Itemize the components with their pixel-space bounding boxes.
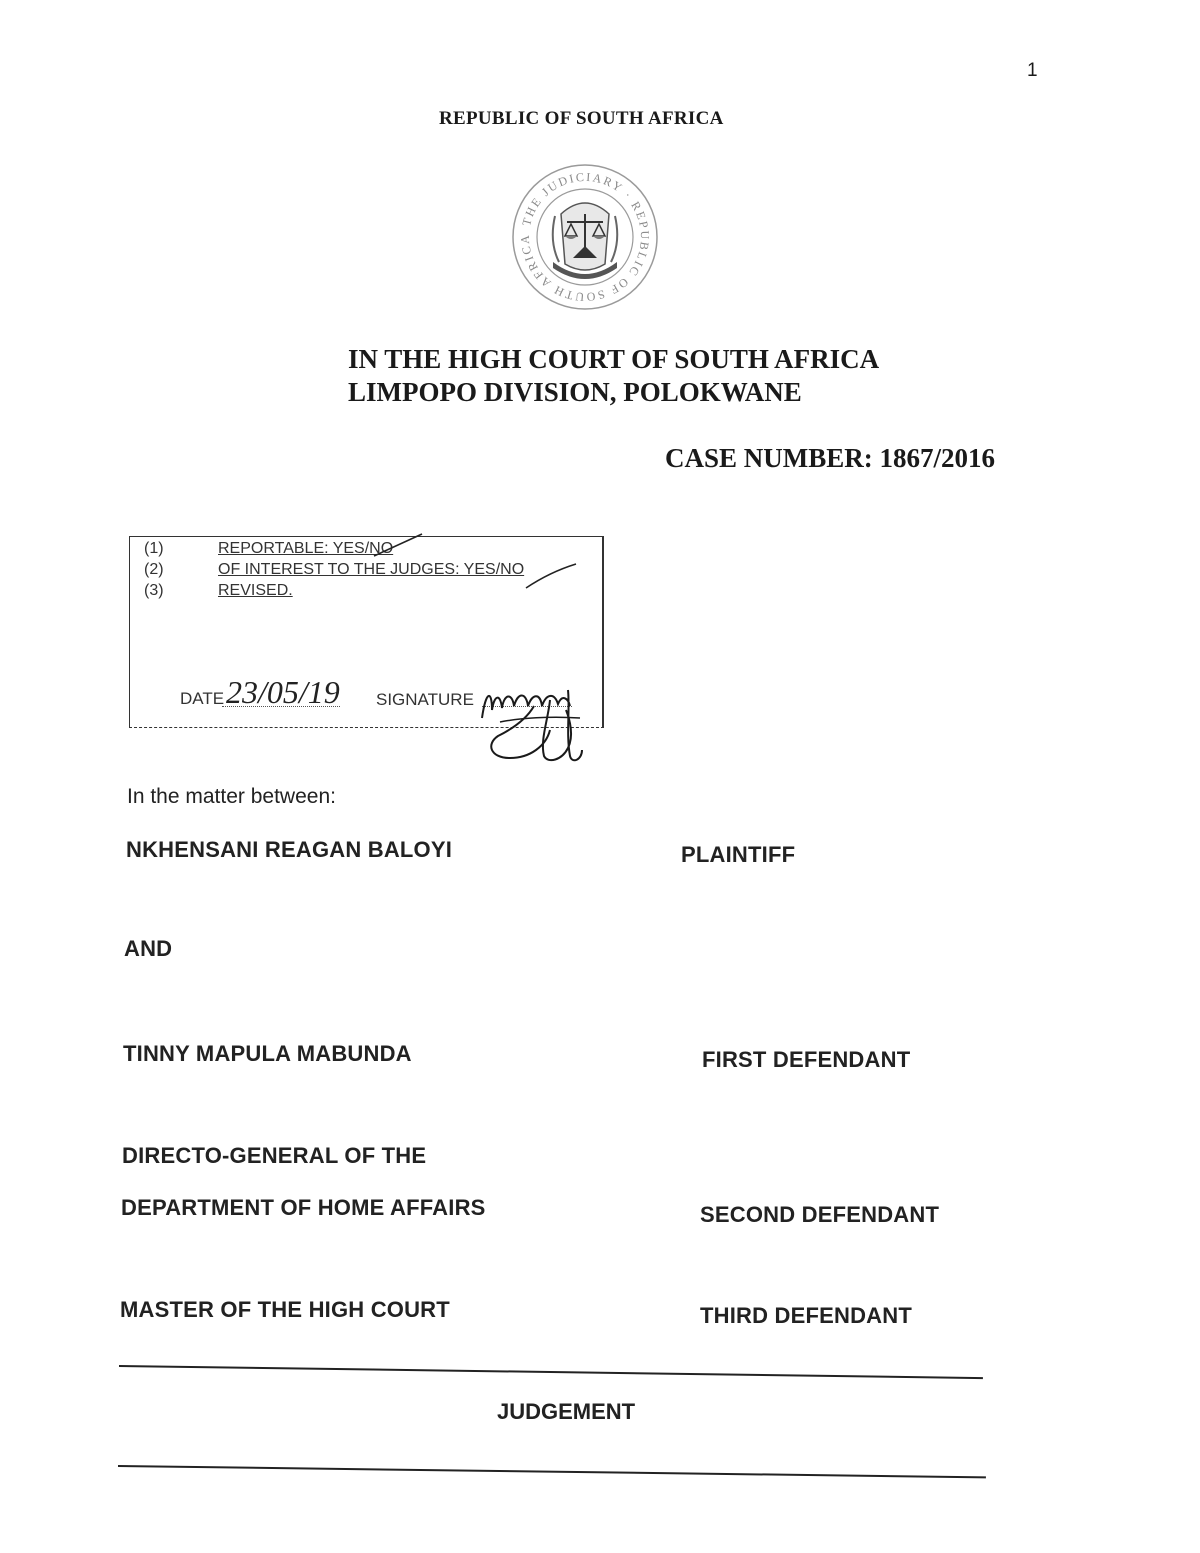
second-defendant-role: SECOND DEFENDANT: [700, 1202, 940, 1227]
second-defendant-name-line-1: DIRECTO-GENERAL OF THE: [122, 1143, 427, 1168]
notice-item-number: (1): [144, 540, 164, 557]
notice-item-revised: [144, 582, 293, 602]
third-defendant-name: MASTER OF THE HIGH COURT: [120, 1297, 450, 1322]
case-number: CASE NUMBER: 1867/2016: [665, 443, 996, 473]
rule-bottom: [118, 1465, 986, 1478]
matter-intro: In the matter between:: [127, 785, 336, 808]
republic-heading: REPUBLIC OF SOUTH AFRICA: [439, 108, 724, 129]
first-defendant-role: FIRST DEFENDANT: [702, 1047, 911, 1072]
judgement-title: JUDGEMENT: [497, 1399, 636, 1424]
date-label: DATE: [180, 689, 225, 708]
signature-label: SIGNATURE: [376, 690, 474, 709]
notice-item-text: REPORTABLE: YES/NO: [218, 540, 394, 557]
seal-text: THE JUDICIARY · REPUBLIC OF SOUTH AFRICA: [517, 169, 653, 305]
plaintiff-role: PLAINTIFF: [681, 842, 796, 867]
strike-through-mark-2: [520, 558, 580, 594]
third-defendant-role: THIRD DEFENDANT: [700, 1303, 912, 1328]
date-dotted-line: [222, 706, 340, 707]
strike-through-mark-1: [370, 530, 430, 560]
handwritten-signature-icon: [470, 660, 605, 770]
and-separator: AND: [124, 936, 173, 961]
notice-item-text: OF INTEREST TO THE JUDGES: YES/NO: [218, 561, 525, 578]
notice-item-number: (2): [144, 561, 164, 578]
notice-item-interest: [144, 561, 524, 581]
plaintiff-name: NKHENSANI REAGAN BALOYI: [126, 837, 453, 862]
court-heading: [348, 343, 879, 409]
page-number: 1: [1027, 60, 1038, 81]
notice-item-text: REVISED.: [218, 582, 293, 599]
second-defendant-name-line-2: DEPARTMENT OF HOME AFFAIRS: [121, 1195, 486, 1220]
notice-item-number: (3): [144, 582, 164, 599]
first-defendant-name: TINNY MAPULA MABUNDA: [123, 1041, 412, 1066]
rule-top: [119, 1365, 983, 1379]
date-value: 23/05/19: [226, 674, 340, 710]
judiciary-seal-icon: [505, 162, 665, 312]
court-line-1: IN THE HIGH COURT OF SOUTH AFRICA: [348, 344, 880, 374]
notice-item-reportable: [144, 540, 393, 560]
court-line-2: LIMPOPO DIVISION, POLOKWANE: [348, 377, 802, 407]
